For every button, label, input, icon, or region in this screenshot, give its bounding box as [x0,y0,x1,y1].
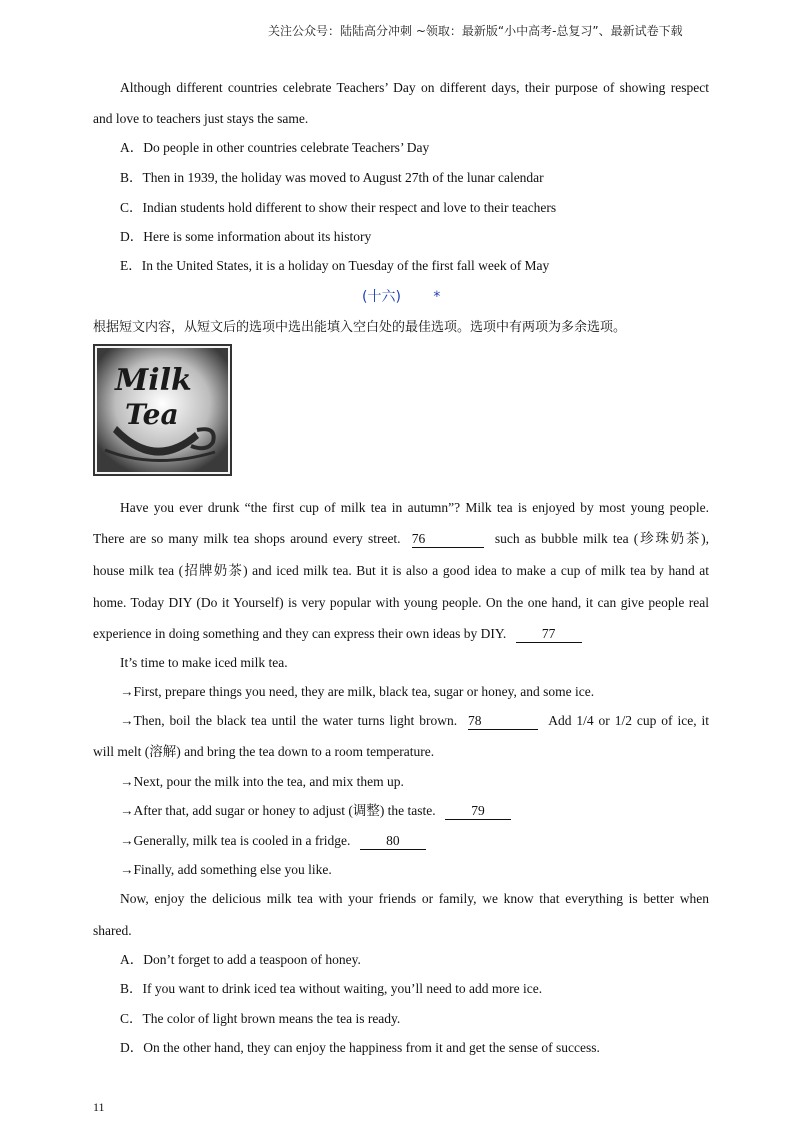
blank-78[interactable]: 78 [468,713,538,730]
passage-text: such as bubble milk tea (珍珠奶茶), [494,531,710,546]
passage-line [93,529,709,549]
page-header: 关注公众号：陆陆高分冲刺 ~领取：最新版“小中高考-总复习”、最新试卷下载 [268,24,683,38]
step-generally [120,831,432,851]
option-a: A．Don’t forget to add a teaspoon of honey. [120,952,361,967]
passage-line [93,624,588,644]
milk-tea-logo-image [93,344,232,476]
passage-text: →Generally, milk tea is cooled in a fridge. [120,833,351,848]
prev-option-a: A．Do people in other countries celebrate Teachers’ Day [120,140,430,155]
passage-line: shared. [93,923,132,938]
blank-79[interactable]: 79 [445,803,511,820]
passage-line: house milk tea (招牌奶茶) and iced milk tea. But it is also a good idea to make a cup of milk tea by hand at [93,563,709,578]
step-first: →First, prepare things you need, they are milk, black tea, sugar or honey, and some ice. [120,684,595,699]
passage-line: home. Today DIY (Do it Yourself) is very popular with young people. On the one hand, it can give people real [93,595,709,610]
passage-text: →After that, add sugar or honey to adjust (调整) the taste. [120,803,436,818]
prev-paragraph-line: Although different countries celebrate Teachers’ Day on different days, their purpose of showing respect [120,80,709,95]
step-next: →Next, pour the milk into the tea, and mix them up. [120,774,404,789]
prev-option-d: D．Here is some information about its history [120,229,372,244]
passage-line: Have you ever drunk “the first cup of milk tea in autumn”? Milk tea is enjoyed by most young people. [120,500,709,515]
section-star: * [433,289,441,305]
passage-text: →Then, boil the black tea until the water turns light brown. [120,713,458,728]
instruction: 根据短文内容，从短文后的选项中选出能填入空白处的最佳选项。选项中有两项为多余选项。 [93,320,627,335]
blank-76[interactable]: 76 [412,531,484,548]
option-d: D．On the other hand, they can enjoy the happiness from it and get the sense of success. [120,1040,600,1055]
logo-word-milk: Milk [115,363,192,398]
passage-text: Add 1/4 or 1/2 cup of ice, it [548,713,709,728]
prev-option-b: B．Then in 1939, the holiday was moved to August 27th of the lunar calendar [120,170,544,185]
prev-option-c: C．Indian students hold different to show their respect and love to their teachers [120,200,557,215]
passage-line: Now, enjoy the delicious milk tea with your friends or family, we know that everything is better when [120,891,709,906]
page-number: 11 [93,1100,105,1114]
milk-tea-cup-icon [95,346,230,474]
option-b: B．If you want to drink iced tea without waiting, you’ll need to add more ice. [120,981,543,996]
prev-paragraph-line: and love to teachers just stays the same. [93,111,309,126]
step-then [120,711,709,731]
blank-77[interactable]: 77 [516,626,582,643]
section-number: (十六) [362,289,401,305]
step-finally: →Finally, add something else you like. [120,862,332,877]
step-then-continued: will melt (溶解) and bring the tea down to a room temperature. [93,744,435,759]
passage-text: experience in doing something and they can express their own ideas by DIY. [93,626,507,641]
passage-line: It’s time to make iced milk tea. [120,655,288,670]
section-title [362,286,440,306]
logo-word-tea: Tea [125,398,179,431]
option-c: C．The color of light brown means the tea is ready. [120,1011,401,1026]
blank-80[interactable]: 80 [360,833,426,850]
step-after [120,801,517,821]
prev-option-e: E．In the United States, it is a holiday on Tuesday of the first fall week of May [120,258,550,273]
passage-text: There are so many milk tea shops around every street. [93,531,401,546]
